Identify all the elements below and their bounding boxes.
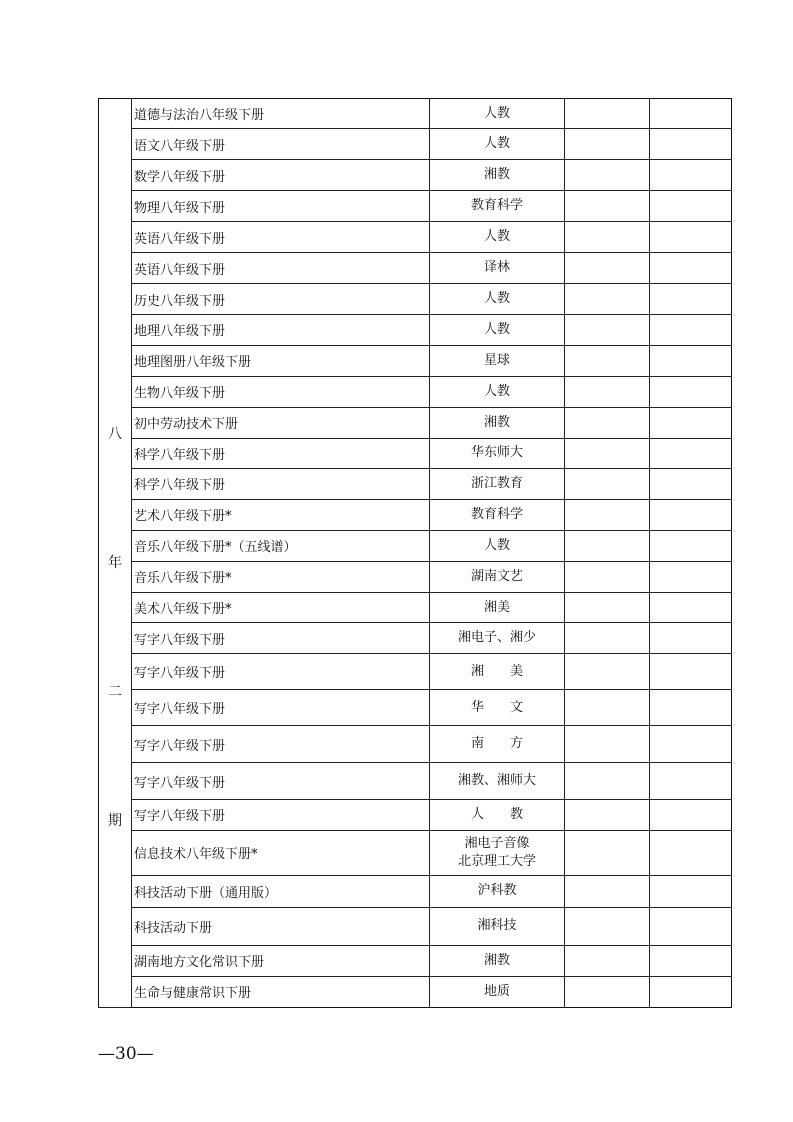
book-title-cell: 音乐八年级下册*（五线谱） xyxy=(132,530,430,561)
publisher-cell: 浙江教育 xyxy=(430,468,565,499)
publisher-cell: 人教 xyxy=(430,315,565,345)
book-title-cell: 写字八年级下册 xyxy=(132,690,430,726)
book-title-cell: 美术八年级下册* xyxy=(132,593,430,623)
publisher-cell: 南 方 xyxy=(430,726,565,763)
publisher-cell: 沪科教 xyxy=(430,875,565,907)
table-row xyxy=(99,315,732,345)
empty-cell xyxy=(565,726,650,763)
book-title-cell: 写字八年级下册 xyxy=(132,800,430,830)
empty-cell xyxy=(565,315,650,345)
empty-cell xyxy=(565,800,650,830)
book-title-cell: 信息技术八年级下册* xyxy=(132,830,430,875)
empty-cell xyxy=(565,654,650,690)
book-title-cell: 生命与健康常识下册 xyxy=(132,976,430,1007)
empty-cell xyxy=(565,376,650,407)
grade-term-char: 期 xyxy=(108,813,122,829)
empty-cell xyxy=(565,530,650,561)
publisher-cell: 湘电子音像 北京理工大学 xyxy=(430,830,565,875)
empty-cell xyxy=(650,800,732,830)
publisher-cell: 教育科学 xyxy=(430,499,565,530)
empty-cell xyxy=(650,561,732,592)
empty-cell xyxy=(565,830,650,875)
book-title-cell: 科学八年级下册 xyxy=(132,468,430,499)
book-title-cell: 语文八年级下册 xyxy=(132,129,430,160)
empty-cell xyxy=(650,222,732,253)
empty-cell xyxy=(565,222,650,253)
book-title-cell: 地理图册八年级下册 xyxy=(132,345,430,376)
publisher-cell: 湘科技 xyxy=(430,907,565,945)
empty-cell xyxy=(565,623,650,654)
table-row xyxy=(99,530,732,561)
table-row xyxy=(99,438,732,468)
empty-cell xyxy=(650,593,732,623)
table-row xyxy=(99,129,732,160)
empty-cell xyxy=(650,345,732,376)
book-title-cell: 科技活动下册 xyxy=(132,907,430,945)
empty-cell xyxy=(565,945,650,976)
book-title-cell: 物理八年级下册 xyxy=(132,191,430,222)
grade-term-char: 年 xyxy=(108,555,122,571)
publisher-cell: 湘教 xyxy=(430,945,565,976)
book-title-cell: 科技活动下册（通用版） xyxy=(132,875,430,907)
empty-cell xyxy=(565,875,650,907)
empty-cell xyxy=(565,499,650,530)
table-row xyxy=(99,222,732,253)
empty-cell xyxy=(650,438,732,468)
empty-cell xyxy=(565,191,650,222)
publisher-cell: 湘教 xyxy=(430,160,565,191)
empty-cell xyxy=(565,407,650,438)
table-row xyxy=(99,499,732,530)
grade-term-char: 二 xyxy=(108,684,122,700)
empty-cell xyxy=(565,253,650,284)
empty-cell xyxy=(650,976,732,1007)
empty-cell xyxy=(650,284,732,315)
textbook-table-body xyxy=(99,99,732,1008)
table-row xyxy=(99,191,732,222)
table-row xyxy=(99,690,732,726)
book-title-cell: 数学八年级下册 xyxy=(132,160,430,191)
table-row xyxy=(99,875,732,907)
empty-cell xyxy=(650,499,732,530)
table-row xyxy=(99,345,732,376)
publisher-cell: 湘电子、湘少 xyxy=(430,623,565,654)
empty-cell xyxy=(650,623,732,654)
table-row xyxy=(99,284,732,315)
book-title-cell: 生物八年级下册 xyxy=(132,376,430,407)
empty-cell xyxy=(650,690,732,726)
book-title-cell: 艺术八年级下册* xyxy=(132,499,430,530)
book-title-cell: 写字八年级下册 xyxy=(132,726,430,763)
empty-cell xyxy=(565,160,650,191)
book-title-cell: 科学八年级下册 xyxy=(132,438,430,468)
page-number: —30— xyxy=(98,1044,154,1064)
book-title-cell: 音乐八年级下册* xyxy=(132,561,430,592)
empty-cell xyxy=(650,530,732,561)
table-row xyxy=(99,830,732,875)
publisher-cell: 华 文 xyxy=(430,690,565,726)
publisher-cell: 人教 xyxy=(430,222,565,253)
table-row xyxy=(99,945,732,976)
empty-cell xyxy=(650,830,732,875)
book-title-cell: 英语八年级下册 xyxy=(132,222,430,253)
grade-term-char: 八 xyxy=(108,426,122,442)
publisher-cell: 湘美 xyxy=(430,593,565,623)
publisher-cell: 译林 xyxy=(430,253,565,284)
empty-cell xyxy=(565,129,650,160)
book-title-cell: 道德与法治八年级下册 xyxy=(132,99,430,129)
publisher-cell: 湘教 xyxy=(430,407,565,438)
empty-cell xyxy=(650,191,732,222)
table-row xyxy=(99,800,732,830)
empty-cell xyxy=(565,438,650,468)
publisher-cell: 星球 xyxy=(430,345,565,376)
empty-cell xyxy=(650,407,732,438)
table-row xyxy=(99,907,732,945)
publisher-cell: 人教 xyxy=(430,284,565,315)
book-title-cell: 英语八年级下册 xyxy=(132,253,430,284)
empty-cell xyxy=(565,593,650,623)
empty-cell xyxy=(650,726,732,763)
table-row xyxy=(99,99,732,129)
book-title-cell: 历史八年级下册 xyxy=(132,284,430,315)
book-title-cell: 写字八年级下册 xyxy=(132,654,430,690)
book-title-cell: 初中劳动技术下册 xyxy=(132,407,430,438)
table-row xyxy=(99,407,732,438)
book-title-cell: 写字八年级下册 xyxy=(132,763,430,800)
empty-cell xyxy=(650,907,732,945)
empty-cell xyxy=(565,345,650,376)
publisher-cell: 湖南文艺 xyxy=(430,561,565,592)
empty-cell xyxy=(650,99,732,129)
publisher-cell: 华东师大 xyxy=(430,438,565,468)
empty-cell xyxy=(565,763,650,800)
empty-cell xyxy=(565,284,650,315)
table-row xyxy=(99,253,732,284)
empty-cell xyxy=(650,875,732,907)
book-title-cell: 写字八年级下册 xyxy=(132,623,430,654)
empty-cell xyxy=(650,945,732,976)
publisher-cell: 人教 xyxy=(430,530,565,561)
publisher-cell: 人 教 xyxy=(430,800,565,830)
empty-cell xyxy=(565,690,650,726)
table-row xyxy=(99,623,732,654)
publisher-cell: 人教 xyxy=(430,376,565,407)
table-row xyxy=(99,763,732,800)
empty-cell xyxy=(650,654,732,690)
publisher-cell: 地质 xyxy=(430,976,565,1007)
grade-term-label-cell xyxy=(99,99,132,1008)
empty-cell xyxy=(650,315,732,345)
empty-cell xyxy=(650,763,732,800)
empty-cell xyxy=(650,129,732,160)
table-row xyxy=(99,468,732,499)
empty-cell xyxy=(565,907,650,945)
publisher-cell: 人教 xyxy=(430,99,565,129)
grade-term-label xyxy=(99,99,131,1007)
empty-cell xyxy=(650,160,732,191)
table-row xyxy=(99,726,732,763)
empty-cell xyxy=(565,99,650,129)
publisher-cell: 教育科学 xyxy=(430,191,565,222)
empty-cell xyxy=(650,253,732,284)
table-row xyxy=(99,976,732,1007)
table-row xyxy=(99,654,732,690)
empty-cell xyxy=(650,468,732,499)
table-row xyxy=(99,593,732,623)
book-title-cell: 地理八年级下册 xyxy=(132,315,430,345)
publisher-cell: 湘 美 xyxy=(430,654,565,690)
empty-cell xyxy=(565,976,650,1007)
textbook-table xyxy=(98,98,732,1008)
publisher-cell: 人教 xyxy=(430,129,565,160)
table-row xyxy=(99,160,732,191)
table-row xyxy=(99,376,732,407)
empty-cell xyxy=(650,376,732,407)
book-title-cell: 湖南地方文化常识下册 xyxy=(132,945,430,976)
empty-cell xyxy=(565,468,650,499)
publisher-cell: 湘教、湘师大 xyxy=(430,763,565,800)
table-row xyxy=(99,561,732,592)
empty-cell xyxy=(565,561,650,592)
